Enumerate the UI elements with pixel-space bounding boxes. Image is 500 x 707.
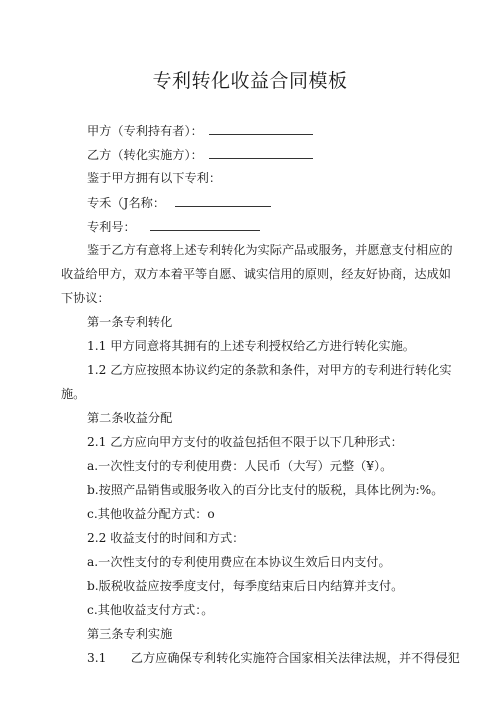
patent-no-line [87,218,441,235]
clause-1-2-line-1: 1.2 乙方应按照本协议约定的条款和条件，对甲方的专利进行转化实 [87,363,452,377]
clause-2-1: 2.1 乙方应向甲方支付的收益包括但不限于以下几种形式： [87,435,403,449]
party-a-line [87,122,441,139]
recital-line-1: 鉴于乙方有意将上述专利转化为实际产品或服务，并愿意支付相应的 [87,243,453,257]
article-1-title: 第一条专利转化 [87,315,173,329]
clause-2-2-c: c.其他收益支付方式：。 [87,603,214,617]
party-b-label: 乙方（转化实施方）： [87,148,203,162]
patent-name-line [87,194,441,211]
clause-3-1: 3.1 乙方应确保专利转化实施符合国家相关法律法规，并不得侵犯 [87,651,460,665]
clause-2-1-b: b.按照产品销售或服务收入的百分比支付的版税，具体比例为:%。 [87,483,444,497]
recital-line-3: 下协议： [61,291,110,305]
clause-2-1-a: a.一次性支付的专利使用费：人民币（大写）元整（¥）。 [87,459,393,473]
patent-name-label: 专禾（J名称： [87,196,166,210]
party-a-label: 甲方（专利持有者）： [87,124,203,138]
patent-no-blank[interactable] [150,218,260,231]
party-b-line [87,146,441,163]
article-2-title: 第二条收益分配 [87,411,173,425]
clause-1-1: 1.1 甲方同意将其拥有的上述专利授权给乙方进行转化实施。 [87,339,415,353]
article-3-title: 第三条专利实施 [87,627,173,641]
patent-no-label: 专利号： [87,220,136,234]
clause-2-2-a: a.一次性支付的专利使用费应在本协议生效后日内支付。 [87,555,391,569]
patent-name-blank[interactable] [175,194,271,207]
intro-line: 鉴于甲方拥有以下专利： [87,171,222,185]
clause-2-2-b: b.版税收益应按季度支付，每季度结束后日内结算并支付。 [87,579,404,593]
clause-1-2-line-2: 施。 [61,387,86,401]
document-title: 专利转化收益合同模板 [152,70,348,92]
recital-line-2: 收益给甲方，双方本着平等自愿、诚实信用的原则，经友好协商，达成如 [61,267,451,281]
clause-2-2: 2.2 收益支付的时间和方式： [87,531,245,545]
party-a-blank[interactable] [209,122,313,135]
clause-2-1-c: c.其他收益分配方式：o [87,507,215,521]
party-b-blank[interactable] [209,146,313,159]
